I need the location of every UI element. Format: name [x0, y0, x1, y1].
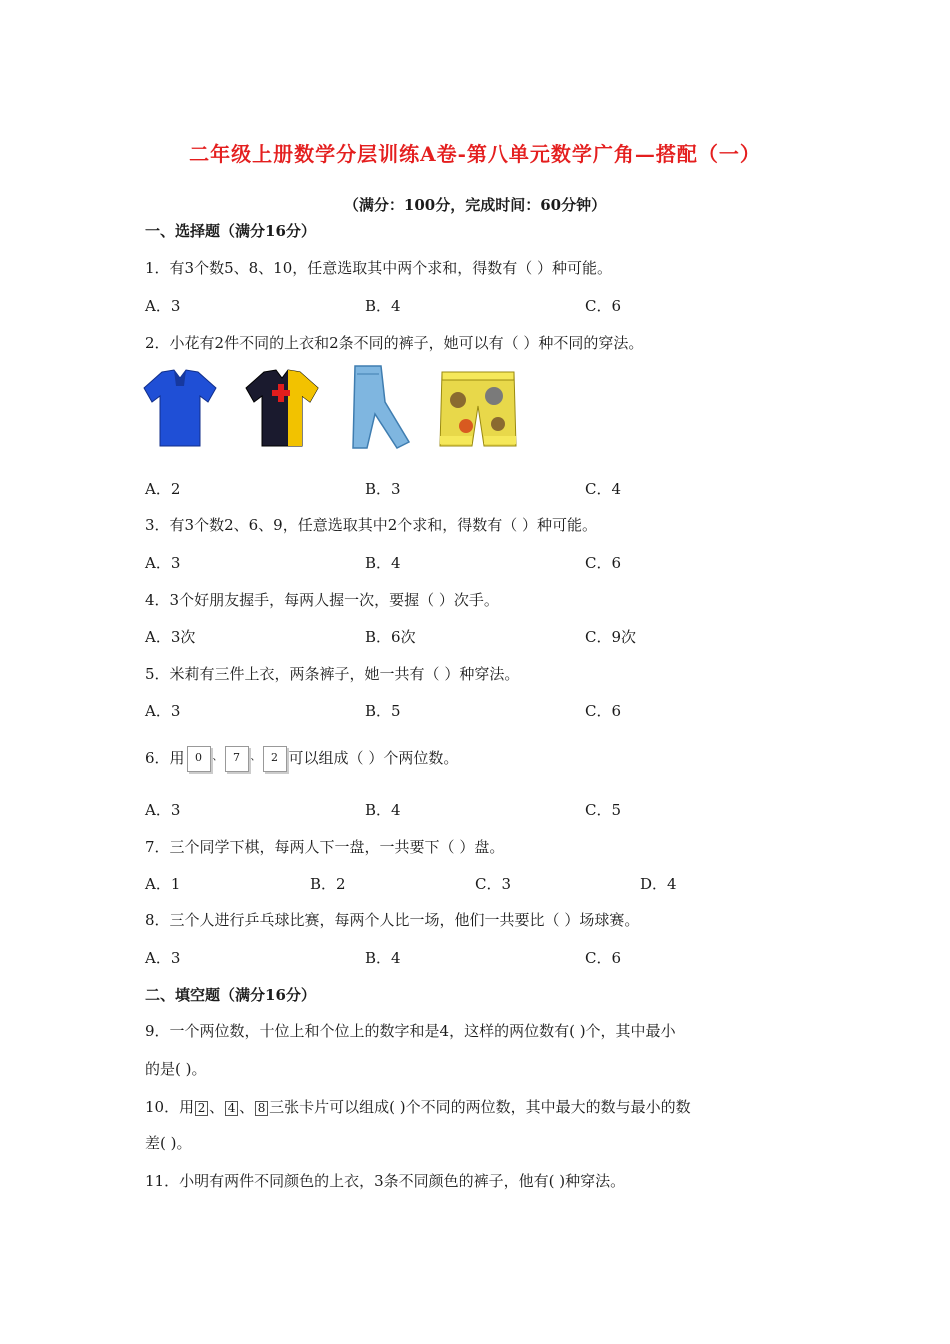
digit-card-7: 7 [225, 746, 249, 772]
question-5: 5．米莉有三件上衣，两条裤子，她一共有（ ）种穿法。 [145, 665, 520, 683]
q4-option-a: A．3次 [145, 628, 196, 646]
question-11: 11．小明有两件不同颜色的上衣，3条不同颜色的裤子，他有( )种穿法。 [145, 1172, 626, 1190]
q2-option-a: A．2 [145, 480, 181, 498]
q10-separator-1: 、 [209, 1098, 225, 1116]
q6-prefix: 6．用 [145, 749, 185, 767]
q6-separator-1: 、 [212, 752, 223, 763]
q6-option-b: B．4 [365, 801, 401, 819]
q7-option-b: B．2 [310, 875, 346, 893]
page-title: 二年级上册数学分层训练A卷-第八单元数学广角—搭配（一） [189, 142, 761, 166]
q1-option-b: B．4 [365, 297, 401, 315]
q6-option-a: A．3 [145, 801, 181, 819]
q4-option-c: C．9次 [585, 628, 637, 646]
q4-option-b: B．6次 [365, 628, 416, 646]
question-10-line-1 [145, 1096, 691, 1117]
question-1: 1．有3个数5、8、10，任意选取其中两个求和，得数有（ ）种可能。 [145, 259, 613, 277]
question-10-line-2: 差( )。 [145, 1134, 192, 1152]
question-3: 3．有3个数2、6、9，任意选取其中2个求和，得数有（ ）种可能。 [145, 516, 598, 534]
q7-option-a: A．1 [145, 875, 181, 893]
q5-option-b: B．5 [365, 702, 401, 720]
question-9-line-1: 9．一个两位数，十位上和个位上的数字和是4，这样的两位数有( )个，其中最小 [145, 1022, 676, 1040]
question-9-line-2: 的是( )。 [145, 1060, 207, 1078]
blue-polo-shirt-image [140, 366, 220, 450]
q10-prefix: 10．用 [145, 1098, 195, 1116]
q5-option-c: C．6 [585, 702, 622, 720]
section-choice-heading: 一、选择题（满分16分） [145, 222, 316, 240]
digit-card-0: 0 [187, 746, 211, 772]
q3-option-a: A．3 [145, 554, 181, 572]
q3-option-b: B．4 [365, 554, 401, 572]
question-8: 8．三个人进行乒乓球比赛，每两个人比一场，他们一共要比（ ）场球赛。 [145, 911, 640, 929]
question-4: 4．3个好朋友握手，每两人握一次，要握（ ）次手。 [145, 591, 499, 609]
q8-option-c: C．6 [585, 949, 622, 967]
question-2: 2．小花有2件不同的上衣和2条不同的裤子，她可以有（ ）种不同的穿法。 [145, 334, 644, 352]
black-yellow-shirt-image [242, 366, 322, 450]
q6-suffix: 可以组成（ ）个两位数。 [288, 749, 459, 767]
q5-option-a: A．3 [145, 702, 181, 720]
q10-rest: 三张卡片可以组成( )个不同的两位数，其中最大的数与最小的数 [269, 1098, 691, 1116]
digit-card-2: 2 [263, 746, 287, 772]
q6-option-c: C．5 [585, 801, 622, 819]
q3-option-c: C．6 [585, 554, 622, 572]
digit-box-8: 8 [255, 1101, 268, 1116]
q10-separator-2: 、 [239, 1098, 255, 1116]
page-subtitle: （满分：100分，完成时间：60分钟） [343, 196, 607, 214]
q8-option-a: A．3 [145, 949, 181, 967]
section-fill-heading: 二、填空题（满分16分） [145, 986, 316, 1004]
q8-option-b: B．4 [365, 949, 401, 967]
q1-option-c: C．6 [585, 297, 622, 315]
q1-option-a: A．3 [145, 297, 181, 315]
digit-box-4: 4 [225, 1101, 238, 1116]
q2-option-b: B．3 [365, 480, 401, 498]
question-7: 7．三个同学下棋，每两人下一盘，一共要下（ ）盘。 [145, 838, 505, 856]
q7-option-d: D．4 [640, 875, 677, 893]
question-6 [145, 738, 458, 778]
blue-jeans-image [345, 362, 415, 452]
yellow-camo-shorts-image [436, 366, 520, 450]
q6-separator-2: 、 [250, 752, 261, 763]
digit-box-2: 2 [195, 1101, 208, 1116]
q7-option-c: C．3 [475, 875, 512, 893]
q2-option-c: C．4 [585, 480, 622, 498]
